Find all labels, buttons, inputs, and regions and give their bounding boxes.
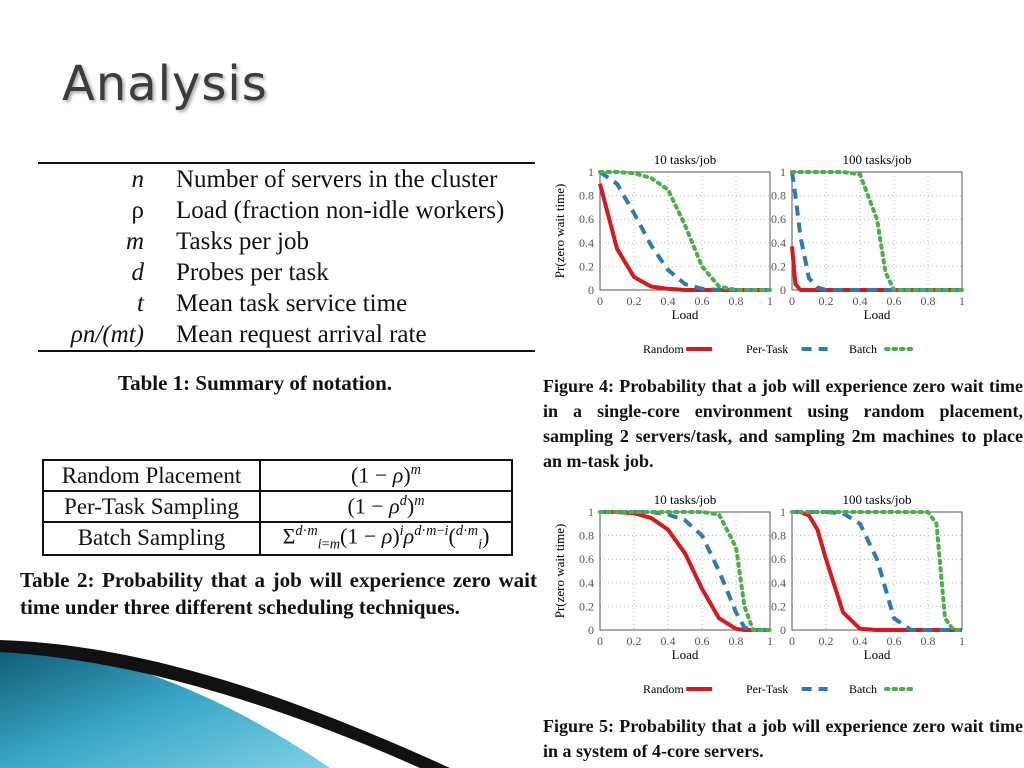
probability-table — [42, 459, 513, 556]
table-row — [43, 460, 512, 491]
x-axis-label: Load — [671, 647, 699, 662]
formula-cell: $\Sigma^{d\cdot m}_{i=m}(1 - \rho)^i\rho^{d\cdot m-i}(^{d\cdot m}_i)$ — [260, 522, 512, 555]
y-axis-label: Pr(zero wait time) — [552, 523, 567, 619]
table-row — [38, 288, 535, 319]
x-tick-label: 0.8 — [920, 634, 936, 648]
y-tick-label: 0.2 — [771, 259, 786, 274]
description-cell: Probes per task — [176, 259, 329, 286]
figure4-chart — [540, 148, 1020, 360]
y-tick-label: 1 — [780, 505, 786, 519]
y-tick-label: 0 — [588, 283, 594, 297]
symbol-cell: t — [137, 290, 144, 317]
y-tick-label: 0.2 — [579, 599, 594, 614]
y-tick-label: 0.4 — [771, 575, 786, 590]
y-tick-label: 0.6 — [771, 552, 786, 567]
y-tick-label: 0.8 — [771, 188, 786, 203]
figure5-chart — [540, 488, 1020, 700]
technique-cell: Per-Task Sampling — [43, 491, 260, 522]
y-tick-label: 1 — [780, 165, 786, 179]
y-tick-label: 0.6 — [579, 552, 594, 567]
formula-cell: $(1 - \rho)^m$ — [260, 460, 512, 491]
table-row — [43, 522, 512, 555]
y-tick-label: 0.8 — [579, 528, 594, 543]
description-cell: Load (fraction non-idle workers) — [176, 197, 505, 224]
symbol-cell: ρ — [131, 197, 144, 224]
plot-frame — [600, 172, 770, 290]
series-line-random — [792, 246, 962, 290]
series-line-per-task — [600, 172, 770, 290]
x-tick-label: 0.4 — [852, 294, 868, 308]
technique-cell: Random Placement — [43, 460, 260, 491]
chart-title: 100 tasks/job — [842, 492, 912, 507]
y-tick-label: 0 — [780, 623, 786, 637]
symbol-cell: d — [131, 259, 144, 286]
series-line-batch — [792, 172, 962, 290]
x-tick-label: 0.2 — [818, 634, 834, 648]
chart-title: 100 tasks/job — [842, 152, 912, 167]
x-tick-label: 1 — [959, 634, 965, 648]
x-axis-label: Load — [671, 307, 699, 322]
table-row — [38, 195, 535, 226]
chart-title: 10 tasks/job — [653, 492, 717, 507]
table-row — [43, 491, 512, 522]
y-tick-label: 0.4 — [579, 235, 594, 250]
x-tick-label: 0.8 — [728, 634, 744, 648]
plot-frame — [600, 512, 770, 630]
x-tick-label: 0.8 — [920, 294, 936, 308]
y-tick-label: 0.4 — [771, 235, 786, 250]
formula-cell: $(1 - \rho^d)^m$ — [260, 491, 512, 522]
legend-batch-label: Batch — [849, 682, 877, 696]
x-tick-label: 1 — [767, 294, 773, 308]
x-tick-label: 0.4 — [660, 634, 676, 648]
legend-per-task-label: Per-Task — [746, 682, 789, 696]
x-tick-label: 0 — [789, 294, 795, 308]
x-tick-label: 0.8 — [728, 294, 744, 308]
table-row — [38, 163, 535, 195]
figure4-caption: Figure 4: Probability that a job will experience zero wait time in a single-core environment using random placement, sampling 2 servers/task, and sampling 2m machines to place an m-task job. — [543, 376, 1023, 471]
x-tick-label: 0.2 — [626, 294, 642, 308]
series-line-random — [600, 512, 770, 630]
x-tick-label: 1 — [767, 634, 773, 648]
legend-random-label: Random — [643, 682, 684, 696]
legend-per-task-label: Per-Task — [746, 342, 789, 356]
y-axis-label: Pr(zero wait time) — [552, 183, 567, 279]
table-row — [38, 226, 535, 257]
slide-title: Analysis — [62, 56, 268, 112]
x-tick-label: 0.6 — [694, 294, 710, 308]
symbol-cell: m — [125, 228, 144, 255]
y-tick-label: 0.4 — [579, 575, 594, 590]
table1-caption: Table 1: Summary of notation. — [118, 371, 392, 395]
legend-batch-label: Batch — [849, 342, 877, 356]
y-tick-label: 0.8 — [771, 528, 786, 543]
x-tick-label: 0 — [789, 634, 795, 648]
table2-caption: Table 2: Probability that a job will experience zero wait time under three different scheduling techniques. — [20, 568, 537, 619]
x-tick-label: 0.2 — [626, 634, 642, 648]
x-tick-label: 0.4 — [852, 634, 868, 648]
x-tick-label: 0 — [597, 294, 603, 308]
x-tick-label: 0.6 — [694, 634, 710, 648]
y-tick-label: 0 — [780, 283, 786, 297]
chart-title: 10 tasks/job — [653, 152, 717, 167]
x-tick-label: 0.4 — [660, 294, 676, 308]
series-line-batch — [600, 512, 770, 630]
y-tick-label: 1 — [588, 505, 594, 519]
y-tick-label: 0.6 — [579, 212, 594, 227]
y-tick-label: 0.2 — [771, 599, 786, 614]
legend-random-label: Random — [643, 342, 684, 356]
description-cell: Tasks per job — [176, 228, 309, 255]
technique-cell: Batch Sampling — [43, 522, 260, 555]
description-cell: Mean task service time — [176, 290, 408, 317]
y-tick-label: 0.2 — [579, 259, 594, 274]
y-tick-label: 1 — [588, 165, 594, 179]
table-row — [38, 319, 535, 351]
series-line-batch — [600, 172, 770, 290]
table-row — [38, 257, 535, 288]
symbol-cell: n — [131, 166, 144, 193]
series-line-per-task — [600, 512, 770, 630]
y-tick-label: 0.8 — [579, 188, 594, 203]
description-cell: Number of servers in the cluster — [176, 166, 498, 193]
x-axis-label: Load — [863, 647, 891, 662]
x-tick-label: 0.2 — [818, 294, 834, 308]
symbol-cell: ρn/(mt) — [70, 321, 144, 348]
y-tick-label: 0 — [588, 623, 594, 637]
figure5-caption: Figure 5: Probability that a job will experience zero wait time in a system of 4-core servers. — [543, 716, 1023, 761]
x-tick-label: 0 — [597, 634, 603, 648]
x-tick-label: 0.6 — [886, 294, 902, 308]
x-tick-label: 1 — [959, 294, 965, 308]
x-axis-label: Load — [863, 307, 891, 322]
description-cell: Mean request arrival rate — [176, 321, 427, 348]
notation-table — [38, 162, 535, 352]
y-tick-label: 0.6 — [771, 212, 786, 227]
x-tick-label: 0.6 — [886, 634, 902, 648]
